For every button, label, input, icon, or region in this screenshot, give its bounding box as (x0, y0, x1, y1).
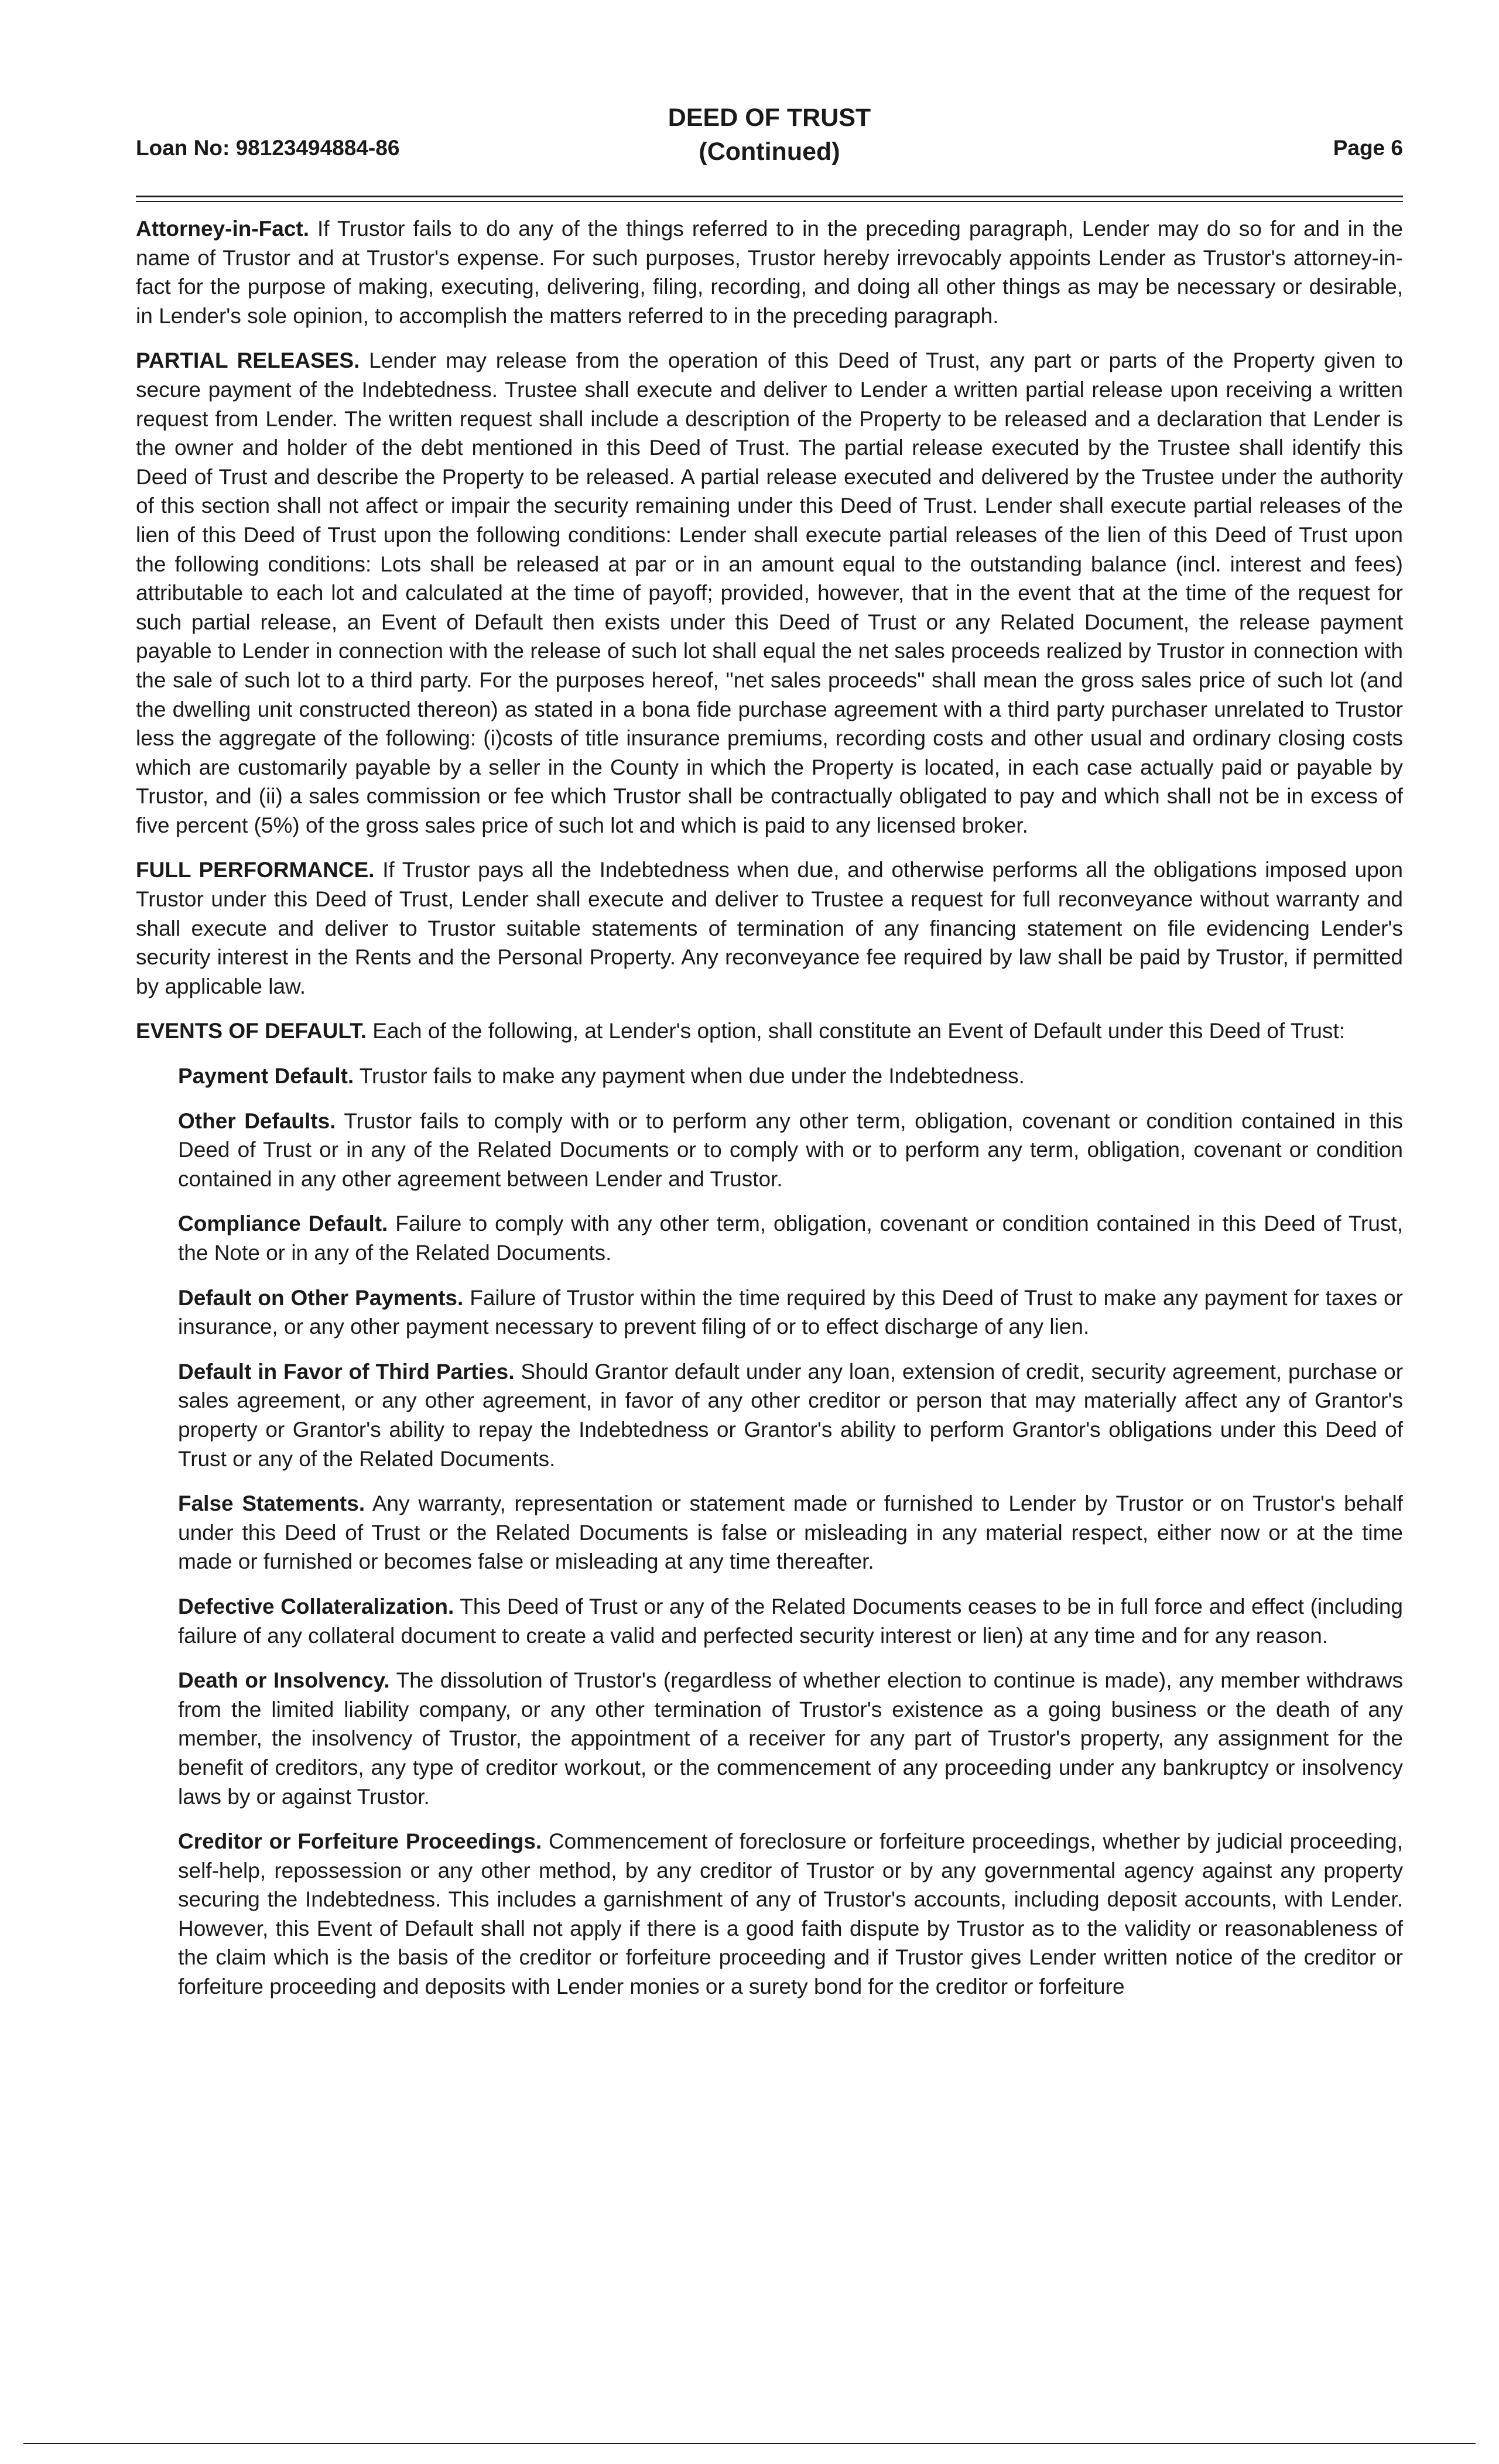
section-events-of-default (136, 1017, 1403, 1046)
section-heading: FULL PERFORMANCE. (136, 858, 375, 882)
document-body (136, 214, 1403, 2017)
default-heading: False Statements. (178, 1491, 365, 1516)
section-heading: EVENTS OF DEFAULT. (136, 1019, 367, 1043)
default-text: Trustor fails to make any payment when due under the Indebtedness. (359, 1064, 1025, 1089)
page-header (136, 101, 1403, 171)
header-rule-thin (136, 201, 1403, 202)
default-heading: Default on Other Payments. (178, 1285, 464, 1310)
footer-rule (23, 2443, 1476, 2444)
page-number: Page 6 (1333, 136, 1403, 160)
default-text: Failure to comply with any other term, obligation, covenant or condition contained in this Deed of Trust, the Note or in any of the Related Documents. (178, 1212, 1403, 1265)
loan-number: Loan No: 98123494884-86 (136, 136, 400, 160)
document-title-block (136, 101, 1403, 169)
default-heading: Creditor or Forfeiture Proceedings. (178, 1829, 542, 1854)
default-other-payments (178, 1284, 1403, 1341)
default-heading: Other Defaults. (178, 1108, 336, 1133)
section-heading: PARTIAL RELEASES. (136, 348, 360, 373)
default-heading: Defective Collateralization. (178, 1594, 454, 1618)
default-text: Should Grantor default under any loan, extension of credit, security agreement, purchase or sales agreement, or any other agreement, in favor of any other creditor or person that may materially affect any of Grantor's property or Grantor's ability to repay the Indebtedness or Grantor's ability to perform Grantor's obligations under this Deed of Trust or any of the Related Documents. (178, 1359, 1404, 1471)
default-creditor-forfeiture (178, 1827, 1403, 2001)
section-text: If Trustor pays all the Indebtedness when due, and otherwise performs all the obligations imposed upon Trustor under this Deed of Trust, Lender shall execute and deliver to Trustee a request for full reconveyance without warranty and shall execute and deliver to Trustor suitable statements of termination of any financing statement on file evidencing Lender's security interest in the Rents and the Personal Property. Any reconveyance fee required by law shall be paid by Trustor, if permitted by applicable law. (136, 858, 1403, 998)
section-text: Each of the following, at Lender's option, shall constitute an Event of Default under this Deed of Trust: (372, 1019, 1346, 1043)
default-text: Failure of Trustor within the time required by this Deed of Trust to make any payment for taxes or insurance, or any other payment necessary to prevent filing of or to effect discharge of any lien. (178, 1285, 1403, 1339)
default-heading: Death or Insolvency. (178, 1668, 390, 1693)
default-text: The dissolution of Trustor's (regardless of whether election to continue is made), any member withdraws from the limited liability company, or any other termination of Trustor's existence as a going business or the death of any member, the insolvency of Trustor, the appointment of a receiver for any part of Trustor's property, any assignment for the benefit of creditors, any type of creditor workout, or the commencement of any proceeding under any bankruptcy or insolvency laws by or against Trustor. (178, 1668, 1403, 1809)
section-partial-releases (136, 346, 1403, 840)
section-full-performance (136, 855, 1403, 1001)
default-text: This Deed of Trust or any of the Related Documents ceases to be in full force and effect (including failure of any collateral document to create a valid and perfected security interest or lien) at any time and for any reason. (178, 1594, 1403, 1648)
section-text: Lender may release from the operation of this Deed of Trust, any part or parts of the Property given to secure payment of the Indebtedness. Trustee shall execute and deliver to Lender a written partial release upon receiving a written request from Lender. The written request shall include a description of the Property to be released and a declaration that Lender is the owner and holder of the debt mentioned in this Deed of Trust. The partial release executed by the Trustee shall identify this Deed of Trust and describe the Property to be released. A partial release executed and delivered by the Trustee under the authority of this section shall not affect or impair the security remaining under this Deed of Trust. Lender shall execute partial releases of the lien of this Deed of Trust upon the following conditions: Lender shall execute partial releases of the lien of this Deed of Trust upon the following conditions: Lots shall be released at par or in an amount equal to the outstanding balance (incl. interest and fees) attributable to each lot and calculated at the time of payoff; provided, however, that in the event that at the time of the request for such partial release, an Event of Default then exists under this Deed of Trust or any Related Document, the release payment payable to Lender in connection with the release of such lot shall equal the net sales proceeds realized by Trustor in connection with the sale of such lot to a third party. For the purposes hereof, "net sales proceeds" shall mean the gross sales price of such lot (and the dwelling unit constructed thereon) as stated in a bona fide purchase agreement with a third party purchaser unrelated to Trustor less the aggregate of the following: (i)costs of title insurance premiums, recording costs and other usual and ordinary closing costs which are customarily payable by a seller in the County in which the Property is located, in each case actually paid or payable by Trustor, and (ii) a sales commission or fee which Trustor shall be contractually obligated to pay and which shall not be in excess of five percent (5%) of the gross sales price of such lot and which is paid to any licensed broker. (136, 348, 1403, 837)
default-defective-collateralization (178, 1592, 1403, 1650)
default-compliance (178, 1209, 1403, 1267)
default-heading: Default in Favor of Third Parties. (178, 1359, 515, 1384)
default-other (178, 1107, 1403, 1194)
default-text: Trustor fails to comply with or to perform any other term, obligation, covenant or condition contained in this Deed of Trust or in any of the Related Documents or to comply with or to perform any term, obligation, covenant or condition contained in any other agreement between Lender and Trustor. (178, 1108, 1403, 1191)
default-text: Commencement of foreclosure or forfeiture proceedings, whether by judicial proceeding, self-help, repossession or any other method, by any creditor of Trustor or by any governmental agency against any property securing the Indebtedness. This includes a garnishment of any of Trustor's accounts, including deposit accounts, with Lender. However, this Event of Default shall not apply if there is a good faith dispute by Trustor as to the validity or reasonableness of the claim which is the basis of the creditor or forfeiture proceeding and if Trustor gives Lender written notice of the creditor or forfeiture proceeding and deposits with Lender monies or a surety bond for the creditor or forfeiture (178, 1829, 1403, 1999)
default-heading: Compliance Default. (178, 1212, 388, 1236)
default-death-insolvency (178, 1666, 1403, 1811)
document-title: DEED OF TRUST (668, 104, 871, 132)
section-text: If Trustor fails to do any of the things referred to in the preceding paragraph, Lender may do so for and in the name of Trustor and at Trustor's expense. For such purposes, Trustor hereby irrevocably appoints Lender as Trustor's attorney-in-fact for the purpose of making, executing, delivering, filing, recording, and doing all other things as may be necessary or desirable, in Lender's sole opinion, to accomplish the matters referred to in the preceding paragraph. (136, 217, 1403, 328)
default-third-parties (178, 1357, 1403, 1473)
default-false-statements (178, 1489, 1403, 1576)
header-rule-thick (136, 196, 1403, 197)
section-heading: Attorney-in-Fact. (136, 217, 309, 241)
document-subtitle: (Continued) (699, 138, 840, 166)
default-heading: Payment Default. (178, 1064, 354, 1089)
default-payment (178, 1062, 1403, 1091)
section-attorney-in-fact (136, 214, 1403, 330)
default-text: Any warranty, representation or statement made or furnished to Lender by Trustor or on Trustor's behalf under this Deed of Trust or the Related Documents is false or misleading in any material respect, either now or at the time made or furnished or becomes false or misleading at any time thereafter. (178, 1491, 1403, 1574)
